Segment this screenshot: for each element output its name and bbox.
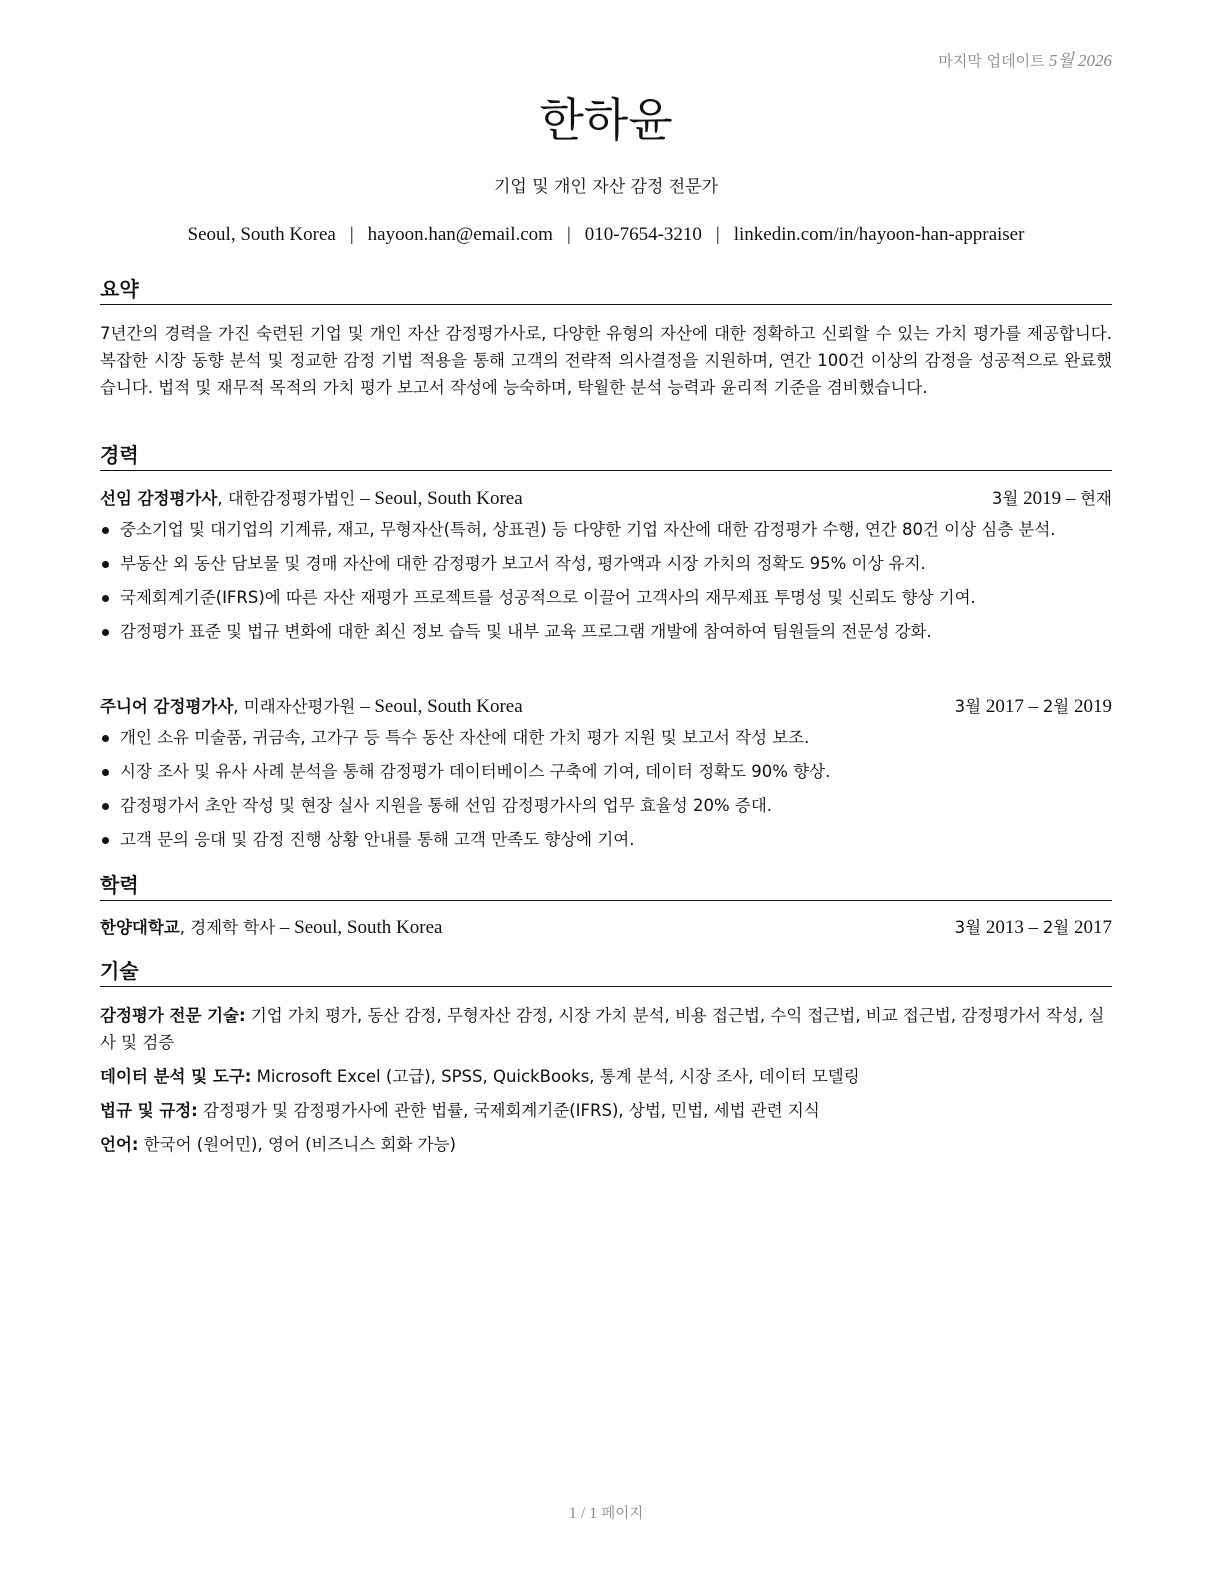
page-number bbox=[100, 1502, 1112, 1523]
skill-value: 한국어 (원어민), 영어 (비즈니스 회화 가능) bbox=[143, 1135, 456, 1154]
bullet-dot-icon bbox=[102, 803, 109, 810]
candidate-headline: 기업 및 개인 자산 감정 전문가 bbox=[493, 177, 719, 197]
job-header: 선임 감정평가사, 대한감정평가법인 – Seoul, South Korea 3월 2019 – 현재 bbox=[100, 486, 1112, 512]
contact-email[interactable]: hayoon.han@email.com bbox=[367, 224, 553, 245]
list-item: 부동산 외 동산 담보물 및 경매 자산에 대한 감정평가 보고서 작성, 평가액과 시장 가치의 정확도 95% 이상 유지. bbox=[100, 550, 1112, 577]
job-bullets bbox=[100, 516, 1112, 645]
job-role: 주니어 감정평가사 bbox=[100, 697, 234, 716]
page-number-label: 페이지 bbox=[601, 1506, 644, 1522]
page-number-value: 1 / 1 bbox=[568, 1505, 598, 1522]
education-degree: 경제학 학사 bbox=[190, 918, 276, 937]
job-dates: 3월 2017 – 2월 2019 bbox=[954, 696, 1112, 717]
list-item: 개인 소유 미술품, 귀금속, 고가구 등 특수 동산 자산에 대한 가치 평가 지원 및 보고서 작성 보조. bbox=[100, 724, 1112, 751]
job-end-year: 2019 bbox=[1074, 696, 1112, 717]
last-updated bbox=[938, 46, 1112, 71]
list-item: 고객 문의 응대 및 감정 진행 상황 안내를 통해 고객 만족도 향상에 기여. bbox=[100, 826, 1112, 853]
education-end-month: 2월 bbox=[1042, 918, 1070, 937]
job-location: Seoul, South Korea bbox=[374, 488, 523, 509]
education-end-year: 2017 bbox=[1074, 917, 1112, 938]
section-title-experience: 경력 bbox=[100, 442, 1112, 471]
bullet-dot-icon bbox=[102, 629, 109, 636]
list-item: 감정평가 표준 및 법규 변화에 대한 최신 정보 습득 및 내부 교육 프로그램 개발에 참여하여 팀원들의 전문성 강화. bbox=[100, 618, 1112, 645]
job-start-year: 2017 bbox=[985, 696, 1024, 717]
skill-row bbox=[100, 1131, 1112, 1158]
bullet-dot-icon bbox=[102, 561, 109, 568]
section-title-summary: 요약 bbox=[100, 276, 1112, 305]
bullet-dot-icon bbox=[102, 527, 109, 534]
education-start-year: 2013 bbox=[985, 917, 1024, 938]
section-title-skills: 기술 bbox=[100, 958, 1112, 987]
skill-label: 데이터 분석 및 도구: bbox=[100, 1067, 252, 1086]
contact-line bbox=[80, 224, 1132, 246]
contact-linkedin[interactable]: linkedin.com/in/hayoon-han-appraiser bbox=[733, 224, 1025, 245]
skill-row bbox=[100, 1002, 1112, 1056]
bullet-dot-icon bbox=[102, 735, 109, 742]
job-role: 선임 감정평가사 bbox=[100, 489, 218, 508]
education-school: 한양대학교 bbox=[100, 918, 180, 937]
bullet-dot-icon bbox=[102, 595, 109, 602]
contact-phone[interactable]: 010-7654-3210 bbox=[584, 224, 702, 245]
education-dates: 3월 2013 – 2월 2017 bbox=[954, 917, 1112, 938]
job-bullets bbox=[100, 724, 1112, 853]
education-start-month: 3월 bbox=[954, 918, 982, 937]
resume-page bbox=[100, 0, 1112, 1584]
job-header: 주니어 감정평가사, 미래자산평가원 – Seoul, South Korea 3월 2017 – 2월 2019 bbox=[100, 694, 1112, 720]
bullet-dot-icon bbox=[102, 837, 109, 844]
contact-separator: | bbox=[349, 224, 354, 245]
skill-label: 법규 및 규정: bbox=[100, 1101, 198, 1120]
contact-separator: | bbox=[566, 224, 571, 245]
list-item: 시장 조사 및 유사 사례 분석을 통해 감정평가 데이터베이스 구축에 기여, 데이터 정확도 90% 향상. bbox=[100, 758, 1112, 785]
skill-row bbox=[100, 1097, 1112, 1124]
education-location: Seoul, South Korea bbox=[294, 917, 443, 938]
job-start-month: 3월 bbox=[991, 489, 1019, 508]
job-org: 대한감정평가법인 bbox=[227, 489, 356, 508]
education-entry bbox=[100, 915, 1112, 941]
skill-label: 감정평가 전문 기술: bbox=[100, 1006, 246, 1025]
skill-value: 감정평가 및 감정평가사에 관한 법률, 국제회계기준(IFRS), 상법, 민법, 세법 관련 지식 bbox=[203, 1101, 820, 1120]
summary-text: 7년간의 경력을 가진 숙련된 기업 및 개인 자산 감정평가사로, 다양한 유형의 자산에 대한 정확하고 신뢰할 수 있는 가치 평가를 제공합니다. 복잡한 시장 동향 분석 및 정교한 감정 기법 적용을 통해 고객의 전략적 의사결정을 지원하며, 연간 100건 이상의 감정을 성공적으로 완료했습니다. 법적 및 재무적 목적의 가치 평가 보고서 작성에 능숙하며, 탁월한 분석 능력과 윤리적 기준을 겸비했습니다. bbox=[100, 324, 1112, 397]
contact-separator: | bbox=[715, 224, 720, 245]
last-updated-date: 5월 2026 bbox=[1048, 51, 1112, 70]
list-item: 중소기업 및 대기업의 기계류, 재고, 무형자산(특허, 상표권) 등 다양한 기업 자산에 대한 감정평가 수행, 연간 80건 이상 심층 분석. bbox=[100, 516, 1112, 543]
job-location: Seoul, South Korea bbox=[374, 696, 523, 717]
contact-location: Seoul, South Korea bbox=[187, 224, 336, 245]
candidate-name: 한하윤 bbox=[539, 93, 673, 147]
experience-entry bbox=[100, 694, 1112, 860]
job-end-month: 2월 bbox=[1042, 697, 1070, 716]
last-updated-label: 마지막 업데이트 bbox=[938, 52, 1045, 70]
job-start-month: 3월 bbox=[954, 697, 982, 716]
skill-value: Microsoft Excel (고급), SPSS, QuickBooks, 통계 분석, 시장 조사, 데이터 모델링 bbox=[256, 1067, 860, 1086]
skill-value: 기업 가치 평가, 동산 감정, 무형자산 감정, 시장 가치 분석, 비용 접근법, 수익 접근법, 비교 접근법, 감정평가서 작성, 실사 및 검증 bbox=[100, 1006, 1105, 1052]
job-start-year: 2019 bbox=[1023, 488, 1062, 509]
bullet-dot-icon bbox=[102, 769, 109, 776]
job-org: 미래자산평가원 bbox=[243, 697, 356, 716]
job-end: 현재 bbox=[1080, 489, 1112, 508]
skill-row bbox=[100, 1063, 1112, 1090]
skill-label: 언어: bbox=[100, 1135, 139, 1154]
job-dates: 3월 2019 – 현재 bbox=[991, 488, 1112, 509]
section-title-education: 학력 bbox=[100, 872, 1112, 901]
list-item: 국제회계기준(IFRS)에 따른 자산 재평가 프로젝트를 성공적으로 이끌어 고객사의 재무제표 투명성 및 신뢰도 향상 기여. bbox=[100, 584, 1112, 611]
list-item: 감정평가서 초안 작성 및 현장 실사 지원을 통해 선임 감정평가사의 업무 효율성 20% 증대. bbox=[100, 792, 1112, 819]
education-header: 한양대학교, 경제학 학사 – Seoul, South Korea 3월 2013 – 2월 2017 bbox=[100, 915, 1112, 941]
experience-entry bbox=[100, 486, 1112, 652]
skills-list bbox=[100, 1002, 1112, 1165]
